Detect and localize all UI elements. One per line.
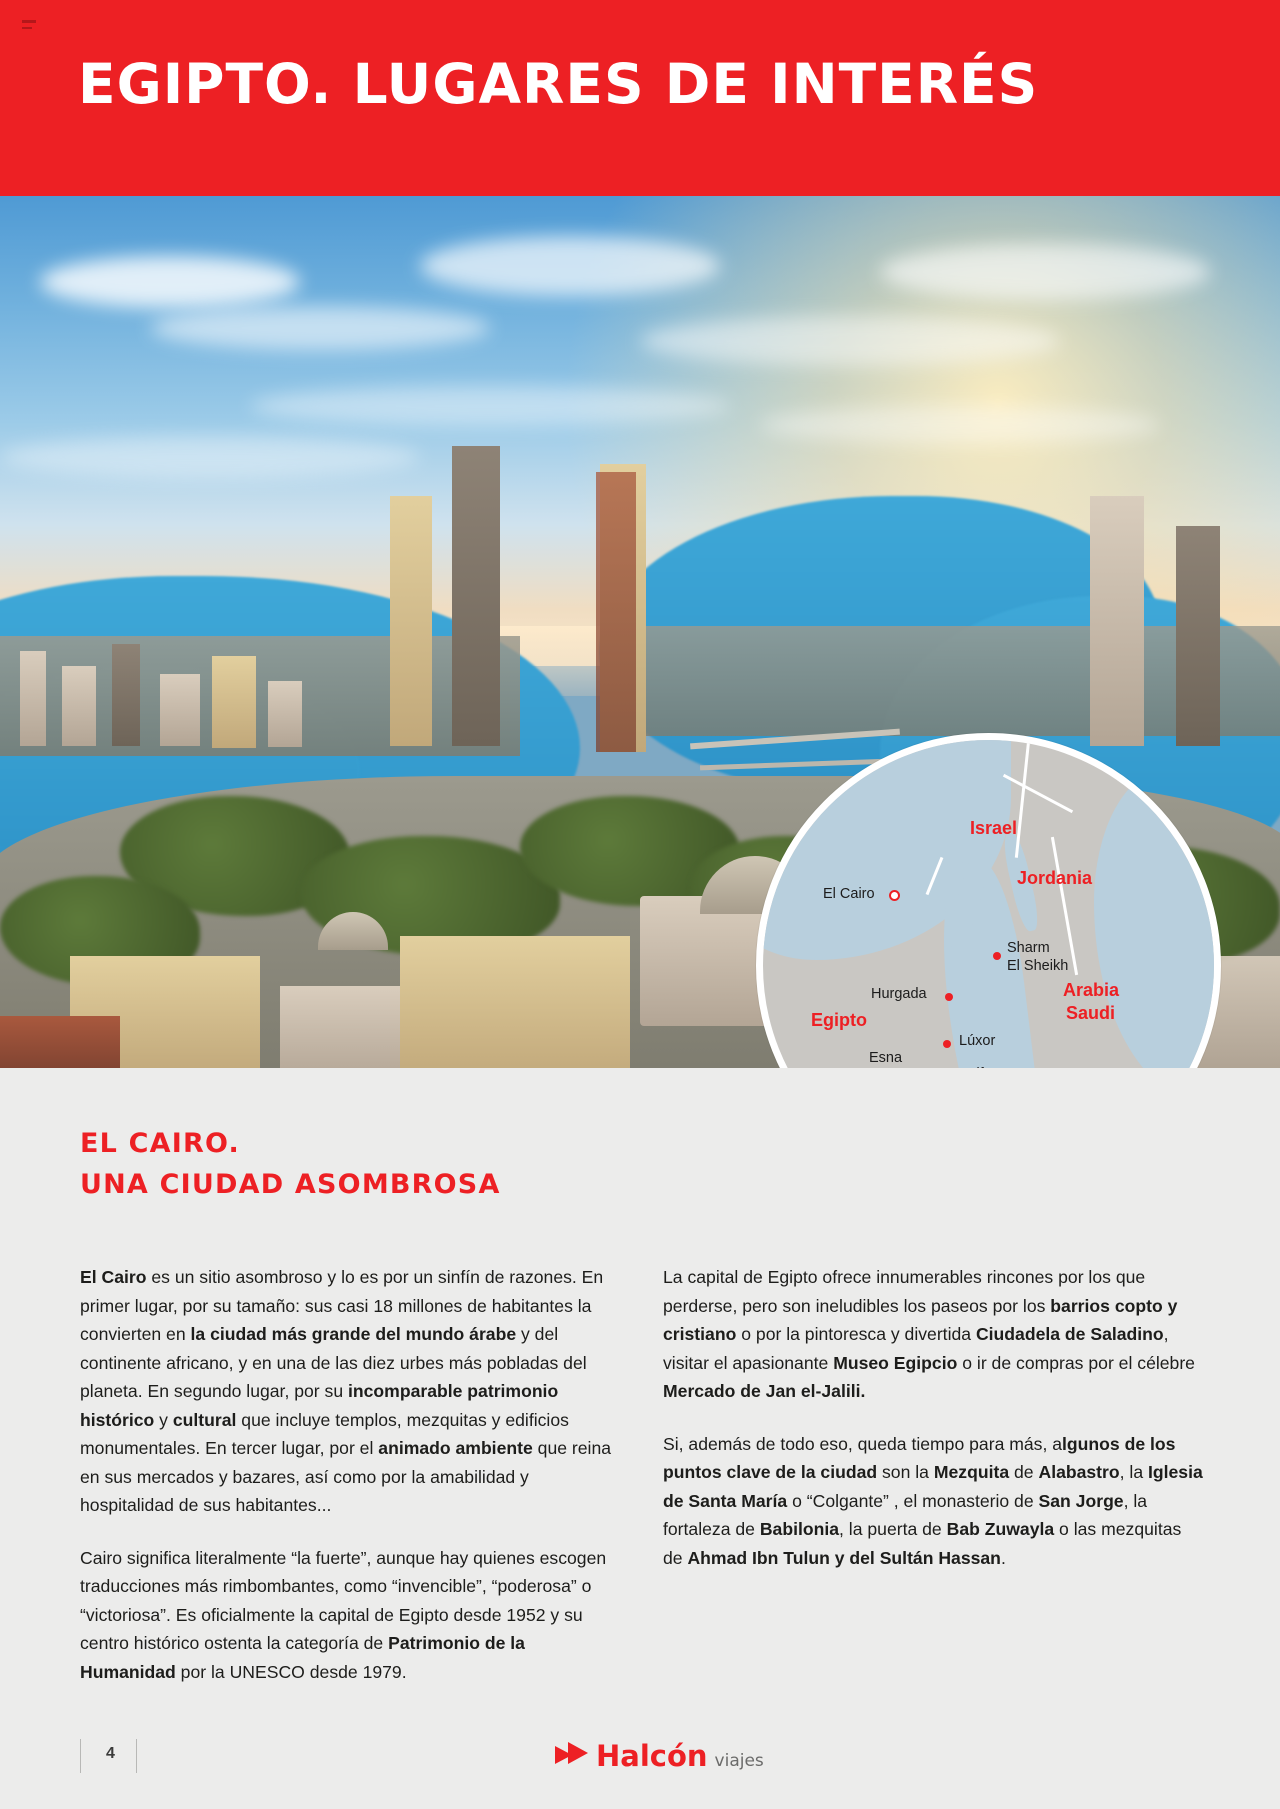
brand-logo-halcon-viajes	[555, 1739, 764, 1773]
paragraph: Si, además de todo eso, queda tiempo para más, algunos de los puntos clave de la ciudad son la Mezquita de Alabastro, la Iglesia de Santa María o “Colgante” , el monasterio de San Jorge, la fortaleza de Babilonia, la puerta de Bab Zuwayla o las mezquitas de Ahmad Ibn Tulun y del Sultán Hassan.	[663, 1433, 1203, 1568]
article-section	[0, 1068, 1280, 1809]
building-block	[160, 674, 200, 746]
map-label-israel: Israel	[970, 818, 1018, 838]
section-heading	[80, 1123, 501, 1205]
border-line	[1051, 837, 1078, 975]
map-label-el-cairo: El Cairo	[823, 886, 875, 902]
cloud-shape	[250, 386, 730, 426]
building-block	[212, 656, 256, 748]
header-crop-mark-2	[22, 27, 32, 29]
footer-divider-left	[80, 1739, 81, 1773]
map-label-egipto: Egipto	[811, 1010, 867, 1030]
map-label-luxor: Lúxor	[959, 1033, 996, 1049]
page-footer	[0, 1717, 1280, 1809]
header-crop-mark-1	[22, 20, 36, 23]
map-label-hurgada: Hurgada	[871, 986, 927, 1002]
cloud-shape	[640, 316, 1060, 366]
section-heading-line1: EL CAIRO.	[80, 1128, 241, 1159]
building-block	[62, 666, 96, 746]
section-heading-line2: UNA CIUDAD ASOMBROSA	[80, 1169, 501, 1200]
cloud-shape	[0, 436, 420, 478]
map-label-el-sheikh: El Sheikh	[1007, 958, 1069, 974]
paragraph: El Cairo es un sitio asombroso y lo es por un sinfín de razones. En primer lugar, por su tamaño: sus casi 18 millones de habitantes la convierten en la ciudad más grande del mundo árabe y del continente africano, y en una de las diez urbes más pobladas del planeta. En segundo lugar, por su incomparable patrimonio histórico y cultural que incluye templos, mezquitas y edificios monumentales. En tercer lugar, por el animado ambiente que reina en sus mercados y bazares, así como por la amabilidad y hospitalidad de sus habitantes...	[80, 1267, 612, 1515]
border-line	[1015, 740, 1030, 858]
building-block	[0, 1016, 120, 1068]
cloud-shape	[760, 406, 1160, 444]
tower-high-rise	[1090, 496, 1144, 746]
building-block	[400, 936, 630, 1068]
map-label-arabia: Arabia	[1063, 980, 1120, 1000]
map-dot-hurgada	[945, 993, 953, 1001]
map-label-jordania: Jordania	[1017, 868, 1093, 888]
map-dot-luxor	[943, 1040, 951, 1048]
map-label-saudi: Saudi	[1066, 1003, 1116, 1023]
brand-subtitle: viajes	[714, 1751, 764, 1771]
cloud-shape	[40, 256, 300, 308]
tower-high-rise	[452, 446, 500, 746]
building-block	[20, 651, 46, 746]
page-title: EGIPTO. LUGARES DE INTERÉS	[78, 52, 1039, 116]
paragraph: La capital de Egipto ofrece innumerables rincones por los que perderse, pero son ineludibles los paseos por los barrios copto y cristiano o por la pintoresca y divertida Ciudadela de Saladino, visitar el apasionante Museo Egipcio o ir de compras por el célebre Mercado de Jan el-Jalili.	[663, 1267, 1195, 1401]
building-block	[268, 681, 302, 747]
page-number: 4	[106, 1745, 115, 1762]
persian-gulf-water	[1094, 770, 1221, 1100]
map-label-esna: Esna	[869, 1050, 903, 1066]
cloud-shape	[150, 306, 490, 350]
map-dot-sharm-el-sheikh	[993, 952, 1001, 960]
tower-high-rise	[390, 496, 432, 746]
tower-high-rise	[596, 472, 636, 752]
page-header	[0, 0, 1280, 196]
cloud-shape	[880, 244, 1210, 300]
swoosh-icon	[555, 1740, 589, 1766]
brand-name: Halcón	[596, 1739, 708, 1773]
paragraph: Cairo significa literalmente “la fuerte”, aunque hay quienes escogen traducciones más rimbombantes, como “invencible”, “poderosa” o “victoriosa”. Es oficialmente la capital de Egipto desde 1952 y su centro histórico ostenta la categoría de Patrimonio de la Humanidad por la UNESCO desde 1979.	[80, 1547, 607, 1682]
building-block	[112, 644, 140, 746]
body-column-left	[80, 1263, 625, 1710]
tower-high-rise	[1176, 526, 1220, 746]
cloud-shape	[420, 236, 720, 296]
border-line	[1003, 774, 1073, 813]
map-label-sharm: Sharm	[1007, 940, 1050, 956]
body-column-right	[663, 1263, 1203, 1596]
map-dot-el-cairo	[889, 890, 900, 901]
footer-divider-right	[136, 1739, 137, 1773]
